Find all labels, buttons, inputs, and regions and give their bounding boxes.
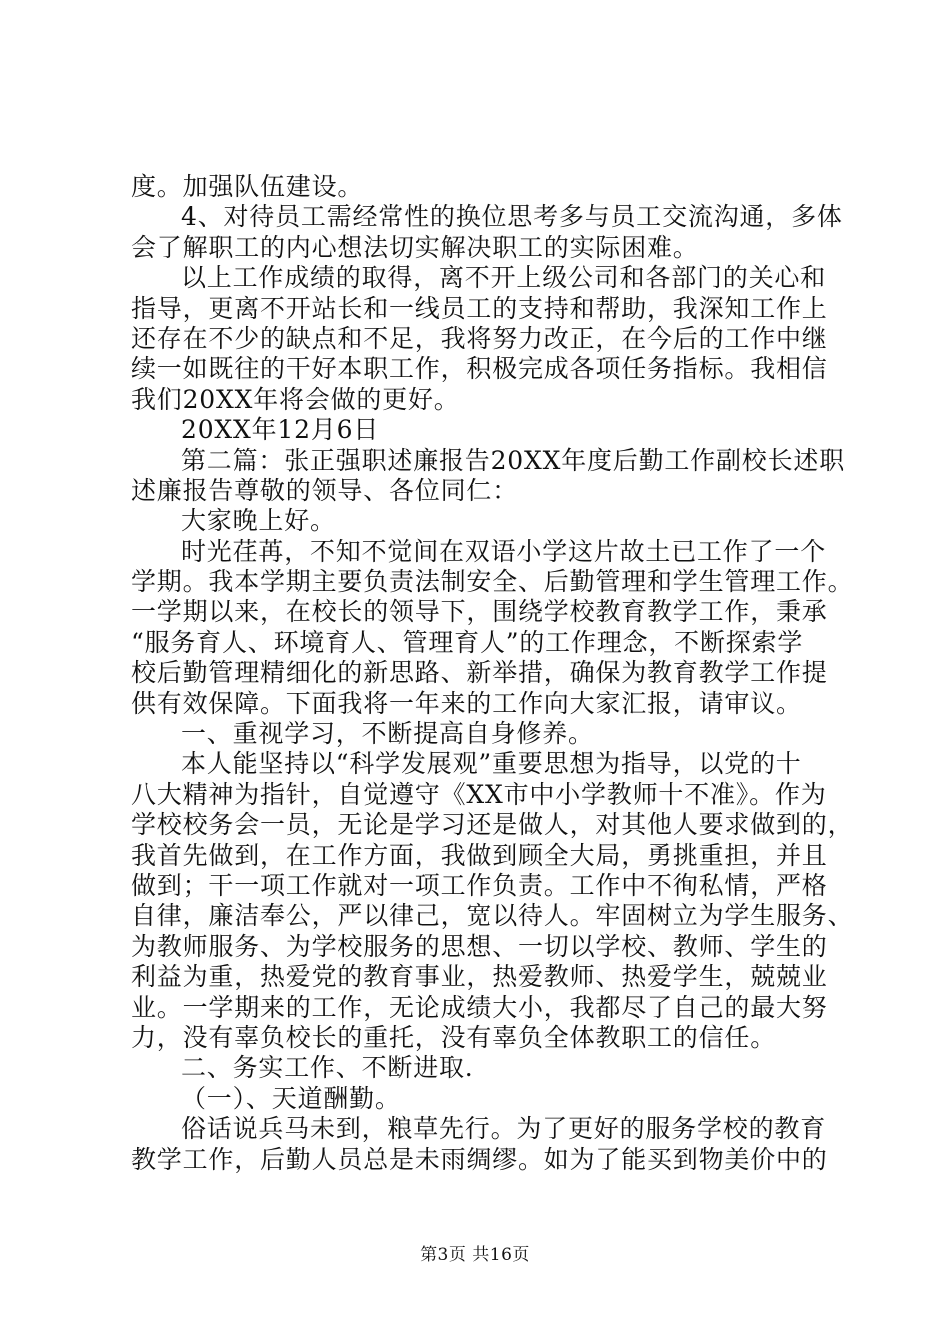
text-line: 为教师服务、为学校服务的思想、一切以学校、教师、学生的 (131, 931, 828, 961)
text-line: 述廉报告尊敬的领导、各位同仁： (131, 475, 519, 505)
text-line: 八大精神为指针，自觉遵守《XX市中小学教师十不准》。作为 (131, 779, 827, 809)
text-line: 本人能坚持以“科学发展观”重要思想为指导，以党的十 (181, 749, 802, 779)
text-line: 续一如既往的干好本职工作，积极完成各项任务指标。我相信 (131, 354, 828, 384)
text-line: 指导，更离不开站长和一线员工的支持和帮助，我深知工作上 (131, 293, 828, 323)
text-line: 度。加强队伍建设。 (131, 172, 364, 201)
text-line: 做到；干一项工作就对一项工作负责。工作中不徇私情，严格 (131, 870, 828, 900)
text-line: 还存在不少的缺点和不足，我将努力改正，在今后的工作中继 (131, 323, 828, 353)
text-line: 利益为重，热爱党的教育事业，热爱教师、热爱学生，兢兢业 (131, 962, 828, 992)
document-body (131, 172, 854, 1175)
text-line: 一、重视学习，不断提高自身修养。 (181, 719, 594, 749)
text-line: 大家晚上好。 (181, 506, 336, 536)
text-line: 业。一学期来的工作，无论成绩大小，我都尽了自己的最大努 (131, 992, 828, 1022)
text-line: 会了解职工的内心想法切实解决职工的实际困难。 (131, 232, 699, 262)
text-line: 20XX年12月6日 (181, 415, 380, 445)
text-line: 一学期以来，在校长的领导下，围绕学校教育教学工作，秉承 (131, 597, 828, 627)
text-line: 我们20XX年将会做的更好。 (131, 384, 460, 414)
text-line: 第二篇：张正强职述廉报告20XX年度后勤工作副校长述职 (181, 445, 846, 475)
page-footer: 第3页 共16页 (420, 1245, 530, 1265)
text-line: 供有效保障。下面我将一年来的工作向大家汇报，请审议。 (131, 688, 802, 718)
text-line: 俗话说兵马未到，粮草先行。为了更好的服务学校的教育 (181, 1114, 827, 1144)
text-line: 我首先做到，在工作方面，我做到顾全大局，勇挑重担，并且 (131, 840, 828, 870)
text-line: 力，没有辜负校长的重托，没有辜负全体教职工的信任。 (131, 1022, 777, 1052)
text-line: （一）、天道酬勤。 (181, 1083, 401, 1113)
text-line: 学期。我本学期主要负责法制安全、后勤管理和学生管理工作。 (131, 567, 854, 597)
text-line: “服务育人、环境育人、管理育人”的工作理念，不断探索学 (131, 627, 804, 657)
text-line: 校后勤管理精细化的新思路、新举措，确保为教育教学工作提 (131, 658, 828, 688)
text-line: 以上工作成绩的取得，离不开上级公司和各部门的关心和 (181, 263, 827, 293)
text-line: 学校校务会一员，无论是学习还是做人，对其他人要求做到的， (131, 810, 854, 840)
text-line: 二、务实工作、不断进取. (181, 1053, 474, 1083)
text-line: 教学工作，后勤人员总是未雨绸缪。如为了能买到物美价中的 (131, 1144, 828, 1174)
text-line: 自律，廉洁奉公，严以律己，宽以待人。牢固树立为学生服务、 (131, 901, 854, 931)
text-line: 4、对待员工需经常性的换位思考多与员工交流沟通，多体 (181, 202, 843, 232)
text-line: 时光荏苒，不知不觉间在双语小学这片故土已工作了一个 (181, 536, 827, 566)
